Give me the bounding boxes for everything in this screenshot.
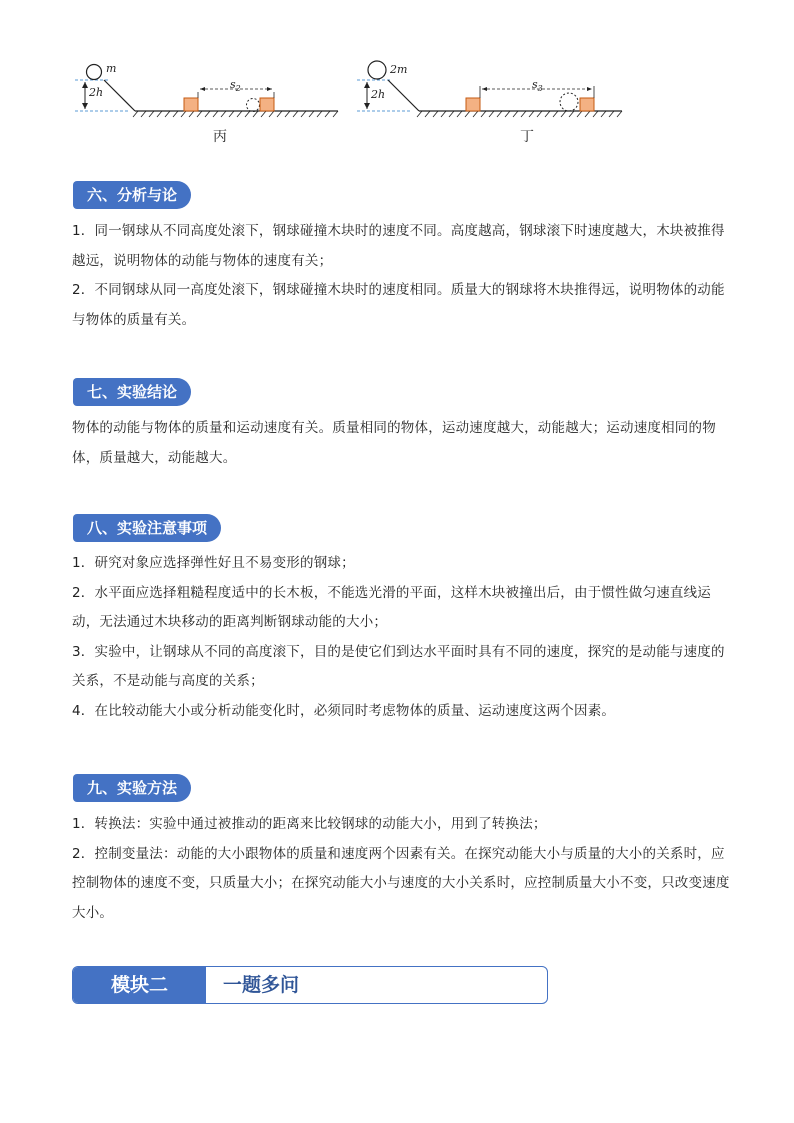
list-item: 4．在比较动能大小或分析动能变化时，必须同时考虑物体的质量、运动速度这两个因素。 (72, 702, 616, 719)
list-item: 物体的动能与物体的质量和运动速度有关。质量相同的物体，运动速度越大，动能越大；运动速度相同的物体，质量越大，动能越大。 (72, 420, 716, 466)
figure-caption: 丁 (520, 129, 534, 145)
list-item: 3．实验中，让钢球从不同的高度滚下，目的是使它们到达水平面时具有不同的速度，探究的是动能与速度的关系，不是动能与高度的关系； (72, 643, 725, 689)
list-item: 2．水平面应选择粗糙程度适中的长木板，不能选光滑的平面，这样木块被撞出后，由于惯性做匀速直线运动，无法通过木块移动的距离判断钢球动能的大小； (72, 584, 711, 630)
steel-ball (87, 65, 102, 80)
ball-ghost (560, 93, 578, 111)
section-body-conclusion (72, 414, 734, 473)
list-item: 1．同一钢球从不同高度处滚下，钢球碰撞木块时的速度不同。高度越高，钢球滚下时速度越大，木块被推得越远，说明物体的动能与物体的速度有关； (72, 223, 725, 269)
list-item: 1．研究对象应选择弹性好且不易变形的钢球； (72, 555, 355, 571)
section-body-methods (72, 810, 734, 928)
list-item: 2．控制变量法：动能的大小跟物体的质量和速度两个因素有关。在探究动能大小与质量的大小的关系时，应控制物体的速度不变，只质量大小；在探究动能大小与速度的大小关系时，应控制质量大小不变，只改变速度大小。 (72, 845, 730, 921)
steel-ball (368, 61, 386, 79)
figure-bing (70, 56, 350, 146)
section-title-methods: 九、实验方法 (73, 774, 191, 802)
figure-caption: 丙 (213, 129, 227, 145)
section-title-conclusion: 七、实验结论 (73, 378, 191, 406)
wood-block-end (260, 98, 274, 111)
module-title: 一题多问 (223, 974, 300, 996)
distance-label: $s_2$ (230, 78, 241, 94)
height-label: 2h (371, 88, 386, 101)
figure-ding (352, 56, 632, 146)
ball-ghost (247, 99, 260, 112)
mass-label: 2m (390, 63, 408, 76)
module-header (72, 966, 548, 1004)
module-number: 模块二 (73, 967, 206, 1003)
wood-block-start (466, 98, 480, 111)
section-body-precautions (72, 549, 734, 726)
wood-block-start (184, 98, 198, 111)
distance-label: $s_3$ (532, 78, 543, 94)
section-body-analysis (72, 217, 734, 335)
list-item: 2．不同钢球从同一高度处滚下，钢球碰撞木块时的速度相同。质量大的钢球将木块推得远，说明物体的动能与物体的质量有关。 (72, 282, 725, 328)
wood-block-end (580, 98, 594, 111)
section-title-precautions: 八、实验注意事项 (73, 514, 221, 542)
list-item: 1．转换法：实验中通过被推动的距离来比较钢球的动能大小，用到了转换法； (72, 816, 547, 832)
height-label: 2h (89, 86, 104, 99)
mass-label: m (106, 62, 117, 75)
section-title-analysis: 六、分析与论 (73, 181, 191, 209)
